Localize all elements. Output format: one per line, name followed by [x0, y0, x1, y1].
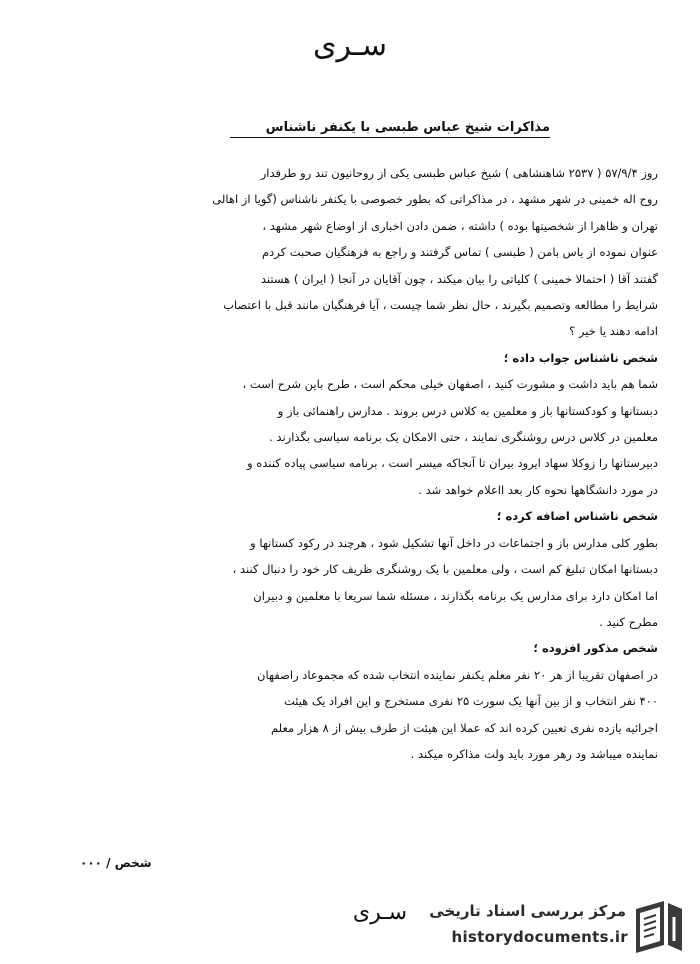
archive-logo-icon: [630, 897, 686, 955]
body-line: ۴۰۰ نفر انتخاب و از بین آنها یک سورت ۲۵ نفری مستخرج و این افراد یک هیئت: [283, 694, 658, 709]
classification-stamp-top: سـری: [313, 28, 387, 63]
body-line: در اصفهان تقریبا از هر ۲۰ نفر معلم یکنفر نماینده انتخاب شده که مجموعاد راصفهان: [257, 667, 658, 682]
body-line: معلمین در کلاس درس روشنگری نمایند ، حتی الامکان یک برنامه سیاسی بگذارند .: [269, 430, 658, 445]
signoff: شخص / ۰۰۰: [80, 856, 152, 870]
body-line: بطور کلی مدارس باز و اجتماعات در داخل آنها تشکیل شود ، هرچند در رکود کستانها و: [250, 535, 658, 550]
body-line: گفتند آقا ( احتمالا خمینی ) کلیاتی را بیان میکند ، چون آقایان در آنجا ( ایران ) هستند: [260, 271, 658, 286]
body-line: اما امکان دارد برای مدارس یک برنامه بگذارند ، مسئله شما سریعا با معلمین و دبیران: [253, 588, 658, 603]
watermark-title: مرکز بررسی اسناد تاریخی: [429, 902, 626, 920]
body-line: ادامه دهند یا خیر ؟: [569, 324, 658, 339]
body-line: مطرح کنید .: [599, 614, 658, 629]
body-line: نماینده میباشد ود رهر مورد باید ولت مذاکره میکند .: [410, 746, 658, 761]
body-line: اجرائیه یازده نفری تعیین کرده اند که عملا این هیئت از طرف بیش از ۸ هزار معلم: [270, 720, 658, 735]
body-line: تهران و ظاهرا از شخصیتها بوده ) داشته ، ضمن دادن اخباری از اوضاع شهر مشهد ،: [262, 218, 658, 233]
body-line: روز ۵۷/۹/۴ ( ۲۵۳۷ شاهنشاهی ) شیخ عباس طبسی یکی از روحانیون تند رو طرفدار: [260, 166, 658, 180]
body-line: شرایط را مطالعه وتصمیم بگیرند ، حال نظر شما چیست ، آیا فرهنگیان مانند قبل با اعتصاب: [223, 298, 658, 313]
body-line: شما هم باید داشت و مشورت کنید ، اصفهان خیلی محکم است ، طرح باین شرح است ،: [242, 377, 658, 392]
section-heading: شخص ناشناس جواب داده ؛: [503, 350, 658, 365]
document-title: مذاکرات شیخ عباس طبسی با یکنفر ناشناس: [230, 120, 550, 138]
body-line: دبیرستانها را زوکلا سهاد ایرود بیران تا آنجاکه میسر است ، برنامه سیاسی پیاده کننده و: [247, 456, 658, 471]
document-body: [58, 160, 658, 767]
body-line: دبستانها امکان تبلیغ کم است ، ولی معلمین با یک روشنگری ظریف کار خود را دنبال کنند ،: [232, 562, 658, 577]
classification-stamp-bottom: سـری: [352, 900, 408, 925]
body-line: در مورد دانشگاهها نحوه کار بعد ااعلام خواهد شد .: [418, 482, 658, 497]
section-heading: شخص مذکور افزوده ؛: [533, 641, 658, 656]
body-line: عنوان نموده از یاس بامن ( طبسی ) تماس گرفتند و راجع به فرهنگیان صحبت کردم: [262, 245, 658, 260]
body-line: روح اله خمینی در شهر مشهد ، در مذاکراتی که بطور خصوصی با یکنفر ناشناس (گویا از اهالی: [212, 192, 658, 207]
section-heading: شخص ناشناس اضافه کرده ؛: [496, 509, 658, 524]
watermark-url: historydocuments.ir: [451, 928, 628, 946]
watermark: [418, 897, 688, 957]
body-line: دبستانها و کودکستانها باز و معلمین به کلاس درس بروند . مدارس راهنمائی باز و: [277, 403, 658, 418]
